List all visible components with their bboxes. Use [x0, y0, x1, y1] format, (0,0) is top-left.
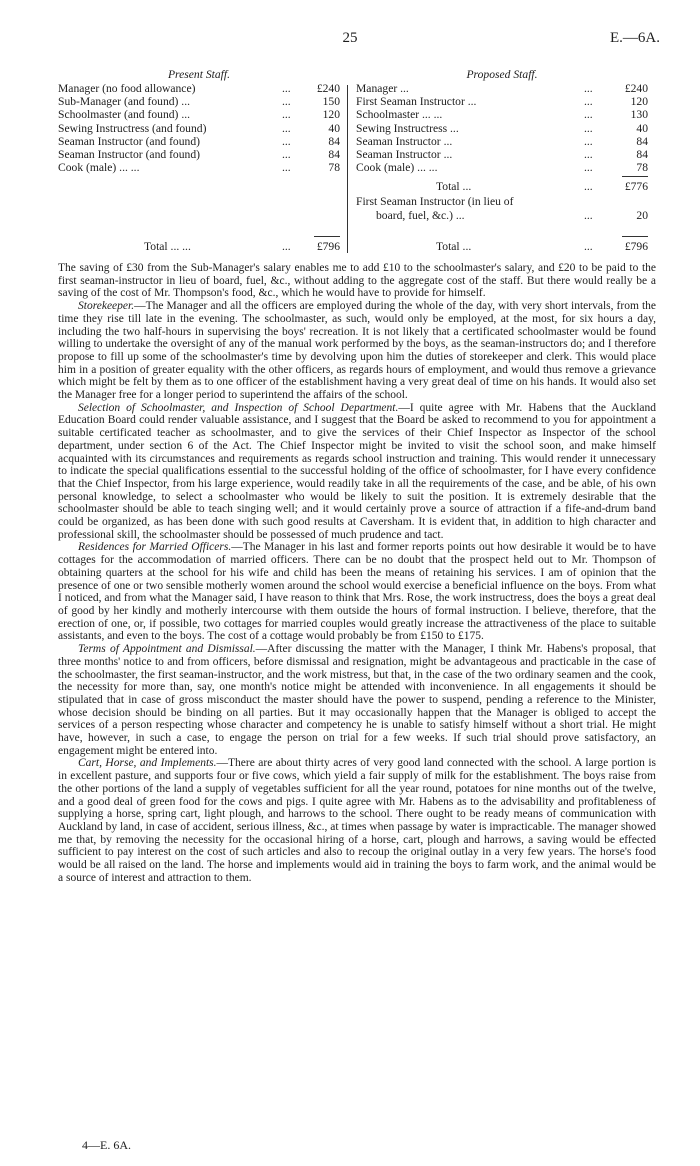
staff-dots: ...: [584, 108, 593, 122]
paragraph-text: —There are about thirty acres of very good land connected with the school. A large portion is in excellent pasture, and supports four or five cows, which yield a fair supply of milk for the establishment. The boys raise from the other portions of the land a supply of vegetables sufficient for all the year round, potatoes for nine months out of the twelve, and a good deal of green food for the cows and pigs. I quite agree with Mr. Habens as to the advisability and profitableness of supplying a horse, spring cart, light plough, and harrows to the school. There ought to be ready means of communication with Auckland by land, in case of accident, serious illness, &c., at times when passage by water is impracticable. The manager showed me that, by removing the necessity for the occasional hiring of a horse, cart, plough and harrows, a saving would be effected sufficient to pay interest on the cost of such articles and also to recoup the original outlay in a very few years. The horse's food would be all raised on the land. The horse and implements would aid in training the boys to farm work, and the animal would be a source of interest and attraction to them.: [58, 757, 657, 884]
paragraph: [58, 757, 656, 884]
staff-row: [356, 135, 648, 148]
extra-dots: ...: [584, 209, 593, 222]
staff-amount: 78: [636, 161, 648, 175]
staff-amount: 40: [636, 121, 648, 135]
paragraph: [58, 300, 656, 402]
staff-label: Schoolmaster (and found) ...: [58, 108, 191, 122]
column-divider: [347, 85, 348, 253]
paragraph: [58, 643, 656, 757]
staff-row: [356, 161, 648, 174]
staff-row: [356, 95, 648, 108]
staff-dots: ...: [282, 161, 291, 175]
paragraph-heading: Terms of Appointment and Dismissal.: [78, 643, 256, 656]
staff-ledger: [58, 68, 648, 258]
staff-dots: ...: [282, 134, 291, 148]
staff-amount: 120: [630, 95, 648, 109]
page-number: 25: [342, 30, 358, 46]
staff-amount: 78: [328, 161, 340, 175]
staff-amount: 84: [636, 147, 648, 161]
staff-label: Seaman Instructor (and found): [58, 147, 200, 161]
present-total-amount: £796: [316, 240, 340, 253]
staff-label: Manager ...: [356, 82, 409, 95]
extra-line-2: [356, 209, 648, 222]
paragraph: [58, 262, 656, 300]
staff-dots: ...: [282, 95, 291, 109]
proposed-staff-table: [356, 68, 648, 253]
staff-row: [58, 148, 340, 161]
staff-amount: £240: [624, 82, 648, 95]
paragraph-heading: Storekeeper.: [78, 300, 135, 313]
staff-label: Cook (male) ... ...: [356, 161, 438, 175]
paragraph-text: —I quite agree with Mr. Habens that the Auckland Education Board could render valuable assistance, and I suggest that the Board be asked to recommend to you for appointment a suitable certificated teacher as schoolmaster, and to give the services of their Chief Inspector as Inspector of the school department, under section 6 of the Act. The Chief Inspector might be invited to visit the school soon, and make himself acquainted with its circumstances and requirements as regards school instruction and training. This would render it unnecessary to indicate the special qualifications essential to the successful holding of the office of schoolmaster, for I have every confidence that the Chief Inspector, from his large experience, would readily take in all the requirements of the case, and be able, of his own personal knowledge, to select a schoolmaster who would be likely to suit the position. It is extremely desirable that the schoolmaster should be able to teach singing well; and it would certainly prove a source of attraction if a fife-and-drum band could be organized, as has been done with such good results at Caversham. It is evident that, in addition to high character and professional skill, the schoolmaster should be possessed of much prudence and tact.: [58, 401, 656, 541]
staff-label: First Seaman Instructor ...: [356, 95, 477, 109]
staff-label: Manager (no food allowance): [58, 82, 196, 95]
staff-row: [58, 82, 340, 95]
footer-code: 4—E. 6A.: [82, 1138, 131, 1152]
staff-label: Schoolmaster ... ...: [356, 108, 443, 122]
staff-row: [58, 161, 340, 174]
body-text: [58, 262, 656, 884]
staff-amount: 130: [630, 108, 648, 122]
staff-dots: ...: [584, 95, 593, 109]
extra-line-1: [356, 195, 648, 208]
proposed-total-row: [356, 240, 648, 253]
staff-label: Seaman Instructor (and found): [58, 134, 200, 148]
present-total-row: [58, 240, 340, 253]
sum-rule: [314, 236, 340, 237]
subtotal-rule: [622, 176, 648, 177]
staff-row: [356, 82, 648, 95]
staff-label: Cook (male) ... ...: [58, 161, 140, 175]
staff-amount: 150: [322, 95, 340, 109]
staff-dots: ...: [282, 121, 291, 135]
present-staff-table: [58, 68, 340, 253]
staff-label: Seaman Instructor ...: [356, 147, 453, 161]
staff-dots: ...: [282, 108, 291, 122]
staff-label: Seaman Instructor ...: [356, 134, 453, 148]
proposed-subtotal-row: [356, 180, 648, 193]
staff-row: [356, 122, 648, 135]
staff-dots: ...: [584, 82, 593, 95]
proposed-subtotal-dots: ...: [584, 180, 593, 193]
staff-amount: £240: [316, 82, 340, 95]
paragraph-text: —The Manager and all the officers are employed during the whole of the day, with very short intervals, from the time they rise till late in the evening. The schoolmaster, as such, would only be employed, at the most, for six hours a day, including the two half-hours in supervising the boys' recreation. It is not likely that a certificated schoolmaster would be found willing to undertake the oversight of any of the manual work performed by the boys, as the seaman-instructors do; and I therefore propose to fill up some of the schoolmaster's time by devolving upon him the duties of storekeeper and clerk. This would place him in a position of greater equality with the other officers, as regards hours of employment, and would thus remove a grievance which might be felt by them as to one officer of the establishment having a very great deal of time on his hands. It would also set the Manager free for a longer period to superintend the affairs of the school.: [58, 300, 656, 402]
staff-row: [58, 135, 340, 148]
staff-row: [356, 148, 648, 161]
staff-amount: 84: [328, 147, 340, 161]
proposed-total-dots: ...: [584, 240, 593, 253]
staff-dots: ...: [282, 82, 291, 95]
proposed-staff-title: Proposed Staff.: [466, 68, 538, 81]
paragraph-text: —After discussing the matter with the Manager, I think Mr. Habens's proposal, that three months' notice to and from officers, before dismissal and resignation, might be advantageous and practicable in the case of the schoolmaster, the first seaman-instructor, and the work mistress, but that, in the case of the two ordinary seamen and the cook, the necessity for more than, say, one month's notice might be attended with inconvenience. In all engagements it should be stipulated that in case of gross misconduct the master should have the power to suspend, pending a reference to the Minister, whose decision should be binding on all parties. But it may occasionally happen that the Manager is obliged to accept the services of a person respecting whose character and competency he is unable to satisfy himself without a short trial. He might have, however, in such a case, to engage the person on trial for a few weeks. If such trial should prove satisfactory, an engagement might be entered into.: [58, 643, 656, 757]
staff-row: [58, 122, 340, 135]
paragraph-heading: Cart, Horse, and Implements.: [78, 757, 217, 770]
staff-amount: 120: [322, 108, 340, 122]
paragraph-text: The saving of £30 from the Sub-Manager's salary enables me to add £10 to the schoolmaster's salary, and £20 to be paid to the first seaman-instructor in lieu of board, fuel, &c., without adding to the aggregate cost of the staff. But there would really be a saving of the cost of Mr. Thompson's food, &c., which he would have to provide for himself.: [58, 262, 656, 300]
staff-label: Sub-Manager (and found) ...: [58, 95, 191, 109]
staff-row: [356, 108, 648, 121]
staff-label: Sewing Instructress ...: [356, 121, 459, 135]
extra-line-2-text: board, fuel, &c.) ...: [376, 209, 465, 222]
proposed-total-label: Total ...: [436, 240, 472, 253]
staff-amount: 40: [328, 121, 340, 135]
present-total-label: Total ... ...: [144, 240, 191, 253]
extra-line-1-text: First Seaman Instructor (in lieu of: [356, 195, 514, 208]
proposed-subtotal-label: Total ...: [436, 180, 472, 193]
staff-dots: ...: [584, 134, 593, 148]
proposed-total-amount: £796: [624, 240, 648, 253]
paragraph-text: —The Manager in his last and former reports points out how desirable it would be to have cottages for the accommodation of married officers. There can be no doubt that the prospect held out to Mr. Thompson of obtaining quarters at the school for his wife and child has been the means of retaining his services. I am of opinion that the presence of one or two sensible motherly women around the school would exercise a beneficial influence on the boys. From what I noticed, and from what the Manager said, I have reason to think that Mrs. Rose, the work instructress, does the boys a great deal of good by her kindly and motherly intercourse with them outside the hours of formal instruction. I believe, therefore, that the erection of one, or, if possible, two cottages for married couples would greatly increase the attractiveness of the place to suitable assistants, and even to the boys. The cost of a cottage would probably be from £150 to £175.: [58, 541, 657, 643]
page-code: E.—6A.: [610, 30, 660, 46]
paragraph: [58, 402, 656, 542]
staff-dots: ...: [584, 161, 593, 175]
staff-dots: ...: [584, 121, 593, 135]
staff-amount: 84: [328, 134, 340, 148]
paragraph-heading: Selection of Schoolmaster, and Inspection of School Department.: [78, 401, 399, 414]
staff-dots: ...: [282, 147, 291, 161]
staff-dots: ...: [584, 147, 593, 161]
staff-amount: 84: [636, 134, 648, 148]
staff-row: [58, 108, 340, 121]
extra-amount: 20: [636, 209, 648, 222]
paragraph-heading: Residences for Married Officers.: [78, 541, 232, 554]
staff-label: Sewing Instructress (and found): [58, 121, 207, 135]
proposed-subtotal-amount: £776: [624, 180, 648, 193]
present-staff-title: Present Staff.: [167, 68, 231, 81]
total-rule: [622, 236, 648, 237]
present-total-dots: ...: [282, 240, 291, 253]
staff-row: [58, 95, 340, 108]
paragraph: [58, 541, 656, 643]
